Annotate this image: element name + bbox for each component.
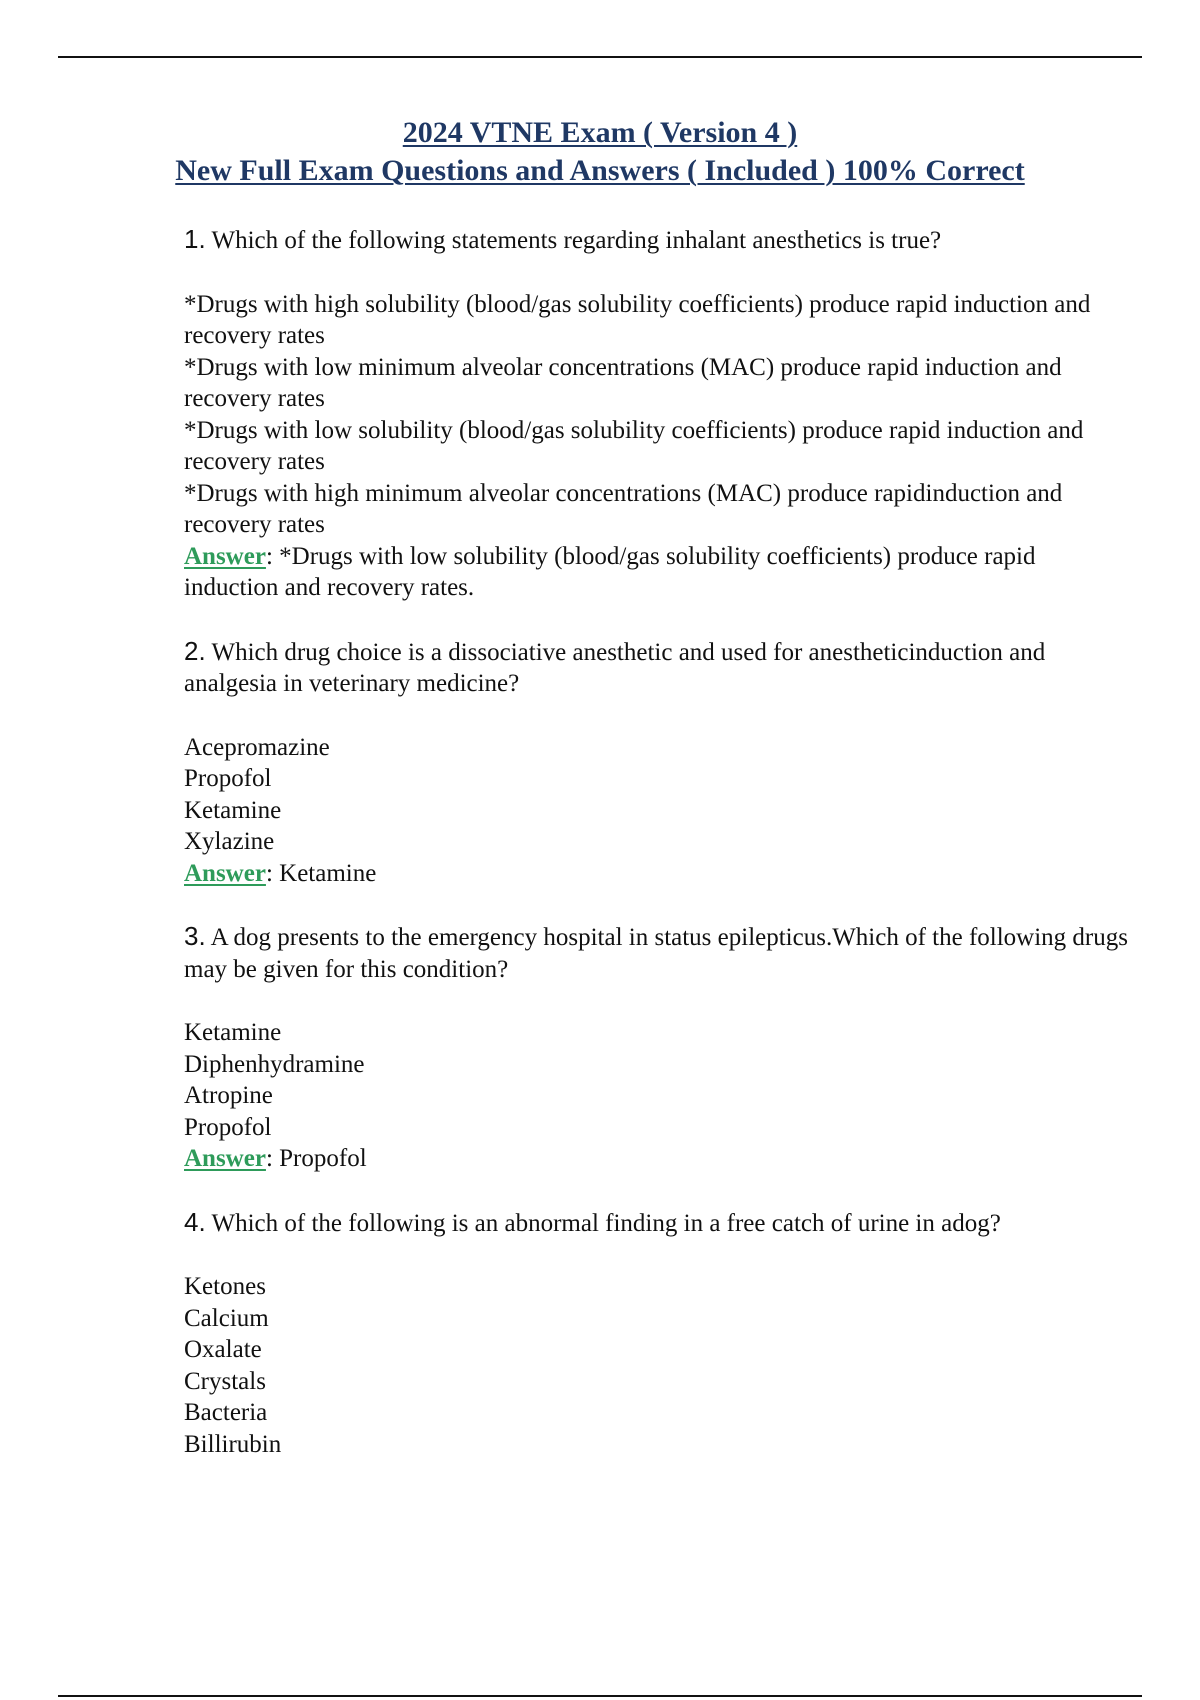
- question-1-prompt: [184, 224, 1134, 257]
- option: Oxalate: [184, 1336, 262, 1363]
- answer-text: : *Drugs with low solubility (blood/gas solubility coefficients) produce rapid induction and recovery rates.: [184, 542, 1036, 601]
- option: Diphenhydramine: [184, 1050, 365, 1078]
- question-2-options: [184, 732, 1134, 890]
- question-3: [184, 921, 1134, 1175]
- option: *Drugs with high solubility (blood/gas solubility coefficients) produce rapid induction and recovery rates: [184, 290, 1091, 349]
- question-4: [184, 1207, 1134, 1461]
- title-line-1: 2024 VTNE Exam ( Version 4 ): [402, 116, 798, 149]
- option: Propofol: [184, 1113, 272, 1141]
- option: Ketamine: [184, 796, 282, 824]
- answer-label: Answer: [184, 1145, 266, 1172]
- question-text: Which drug choice is a dissociative anesthetic and used for anestheticinduction and analgesia in veterinary medicine?: [184, 638, 1046, 697]
- question-number: 4.: [184, 1206, 206, 1237]
- question-text: Which of the following statements regarding inhalant anesthetics is true?: [211, 227, 942, 254]
- question-3-prompt: [184, 921, 1134, 985]
- answer-text: : Propofol: [265, 1145, 367, 1172]
- option: Bacteria: [184, 1399, 268, 1426]
- option: *Drugs with high minimum alveolar concentrations (MAC) produce rapidinduction and recovery rates: [184, 479, 1063, 538]
- document-title: [0, 114, 1200, 190]
- question-number: 3.: [184, 921, 206, 951]
- option: Acepromazine: [184, 733, 330, 761]
- answer-label: Answer: [184, 859, 266, 887]
- question-text: A dog presents to the emergency hospital in status epilepticus.Which of the following drugs may be given for this condition?: [184, 924, 1128, 983]
- answer-line: [184, 1143, 1134, 1175]
- option: Ketones: [184, 1273, 266, 1300]
- option: Calcium: [184, 1304, 269, 1332]
- option: Propofol: [184, 765, 272, 792]
- question-4-options: [184, 1271, 1134, 1460]
- option: Atropine: [184, 1082, 273, 1109]
- answer-line: [184, 858, 1134, 890]
- top-rule: [58, 56, 1142, 58]
- option: Xylazine: [184, 828, 275, 855]
- option: Ketamine: [184, 1019, 282, 1046]
- question-number: 2.: [184, 635, 206, 666]
- option: Crystals: [184, 1367, 266, 1395]
- option: *Drugs with low minimum alveolar concentrations (MAC) produce rapid induction and recovery rates: [184, 353, 1062, 412]
- question-2-prompt: [184, 636, 1134, 700]
- answer-label: Answer: [184, 542, 266, 570]
- question-1: [184, 224, 1134, 604]
- question-4-prompt: [184, 1207, 1134, 1240]
- option: Billirubin: [184, 1430, 282, 1458]
- answer-line: [184, 541, 1134, 604]
- bottom-rule: [58, 1695, 1142, 1697]
- question-number: 1.: [184, 224, 206, 254]
- option: *Drugs with low solubility (blood/gas solubility coefficients) produce rapid induction and recovery rates: [184, 416, 1084, 475]
- title-line-2: New Full Exam Questions and Answers ( Included ) 100% Correct: [175, 154, 1025, 187]
- questions-list: [184, 224, 1134, 1460]
- question-3-options: [184, 1017, 1134, 1175]
- question-1-options: [184, 289, 1134, 604]
- question-2: [184, 636, 1134, 890]
- answer-text: : Ketamine: [265, 859, 377, 887]
- question-text: Which of the following is an abnormal finding in a free catch of urine in adog?: [211, 1209, 1001, 1237]
